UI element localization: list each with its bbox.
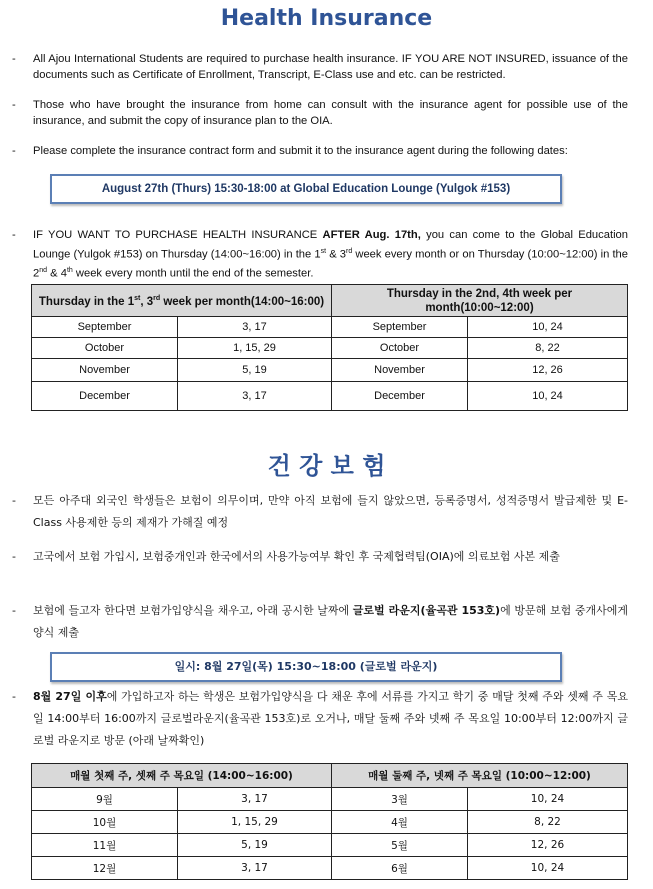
table-row: 10월 1, 15, 29 4월 8, 22 xyxy=(32,811,628,834)
bullet-ko-after xyxy=(12,686,628,752)
table-row: September 3, 17 September 10, 24 xyxy=(32,317,628,338)
bullet-text: Please complete the insurance contract form and submit it to the insurance agent during the following dates: xyxy=(33,145,568,157)
bullet-after-date xyxy=(12,228,628,282)
dash: - xyxy=(12,229,16,241)
dash: - xyxy=(12,99,16,111)
table-row: December 3, 17 December 10, 24 xyxy=(32,382,628,411)
page-title: Health Insurance xyxy=(220,6,433,31)
bullet-ko-form xyxy=(12,600,628,644)
table-row: November 5, 19 November 12, 26 xyxy=(32,359,628,382)
bullet-text: 모든 아주대 외국인 학생들은 보험이 의무이며, 만약 아직 보험에 들지 않았으면, 등록증명서, 성적증명서 발급제한 및 E-Class 사용제한 등의 제재가 가해질 예정 xyxy=(33,494,628,529)
dash: - xyxy=(12,604,16,617)
dash: - xyxy=(12,145,16,157)
bullet-ko-mandatory xyxy=(12,490,628,534)
bullet-text: 고국에서 보험 가입시, 보험중개인과 한국에서의 사용가능여부 확인 후 국제협력팀(OIA)에 의료보험 사본 제출 xyxy=(33,550,560,563)
date-box-ko: 일시: 8월 27일(목) 15:30~18:00 (글로벌 라운지) xyxy=(50,652,562,682)
bullet-text: Those who have brought the insurance from home can consult with the insurance agent for possible use of the insurance, and submit the copy of insurance plan to the OIA. xyxy=(33,99,628,127)
table-row: October 1, 15, 29 October 8, 22 xyxy=(32,338,628,359)
dash: - xyxy=(12,550,16,563)
bullet-home-insurance xyxy=(12,98,628,129)
dash: - xyxy=(12,53,16,65)
bullet-text: IF YOU WANT TO PURCHASE HEALTH INSURANCE AFTER Aug. 17th, you can come to the Global Education Lounge (Yulgok #153) on Thursday (14:00~16:00) in the 1st & 3rd week every month or on Thursday (10:00~12:00) in the 2nd & 4th week every month until the end of the semester. xyxy=(33,229,628,280)
header-1st-3rd: Thursday in the 1st, 3rd week per month(14:00~16:00) xyxy=(32,285,332,317)
bullet-text: 8월 27일 이후에 가입하고자 하는 학생은 보험가입양식을 다 채운 후에 서류를 가지고 학기 중 매달 첫째 주와 셋째 주 목요일 14:00부터 16:00까지 글로벌라운지(율곡관 153호)로 오거나, 매달 둘째 주와 넷째 주 목요일 10:00부터 12:00까지 글로벌 라운지로 방문 (아래 날짜확인) xyxy=(33,690,629,747)
schedule-table-en xyxy=(31,284,628,411)
table-row: 11월 5, 19 5월 12, 26 xyxy=(32,834,628,857)
dash: - xyxy=(12,690,16,703)
schedule-table-ko xyxy=(31,763,628,880)
bullet-text: 보험에 들고자 한다면 보험가입양식을 채우고, 아래 공시한 날짜에 글로벌 라운지(율곡관 153호)에 방문해 보험 중개사에게 양식 제출 xyxy=(33,604,629,639)
header-1st-3rd: 매월 첫째 주, 셋째 주 목요일 (14:00~16:00) xyxy=(32,764,332,788)
bullet-ko-home xyxy=(12,546,628,568)
bullet-contract-form xyxy=(12,144,628,160)
bullet-text: All Ajou International Students are required to purchase health insurance. IF YOU ARE NOT INSURED, issuance of the documents such as Certificate of Enrollment, Transcript, E-Class use and etc. can be restricted. xyxy=(33,53,628,81)
korean-title: 건 강 보 험 xyxy=(267,452,386,480)
header-2nd-4th: Thursday in the 2nd, 4th week per month(10:00~12:00) xyxy=(332,285,628,317)
dash: - xyxy=(12,494,16,507)
header-2nd-4th: 매월 둘째 주, 넷째 주 목요일 (10:00~12:00) xyxy=(332,764,628,788)
bullet-mandatory xyxy=(12,52,628,83)
table-row: 9월 3, 17 3월 10, 24 xyxy=(32,788,628,811)
table-row: 12월 3, 17 6월 10, 24 xyxy=(32,857,628,880)
date-box: August 27th (Thurs) 15:30-18:00 at Global Education Lounge (Yulgok #153) xyxy=(50,174,562,204)
